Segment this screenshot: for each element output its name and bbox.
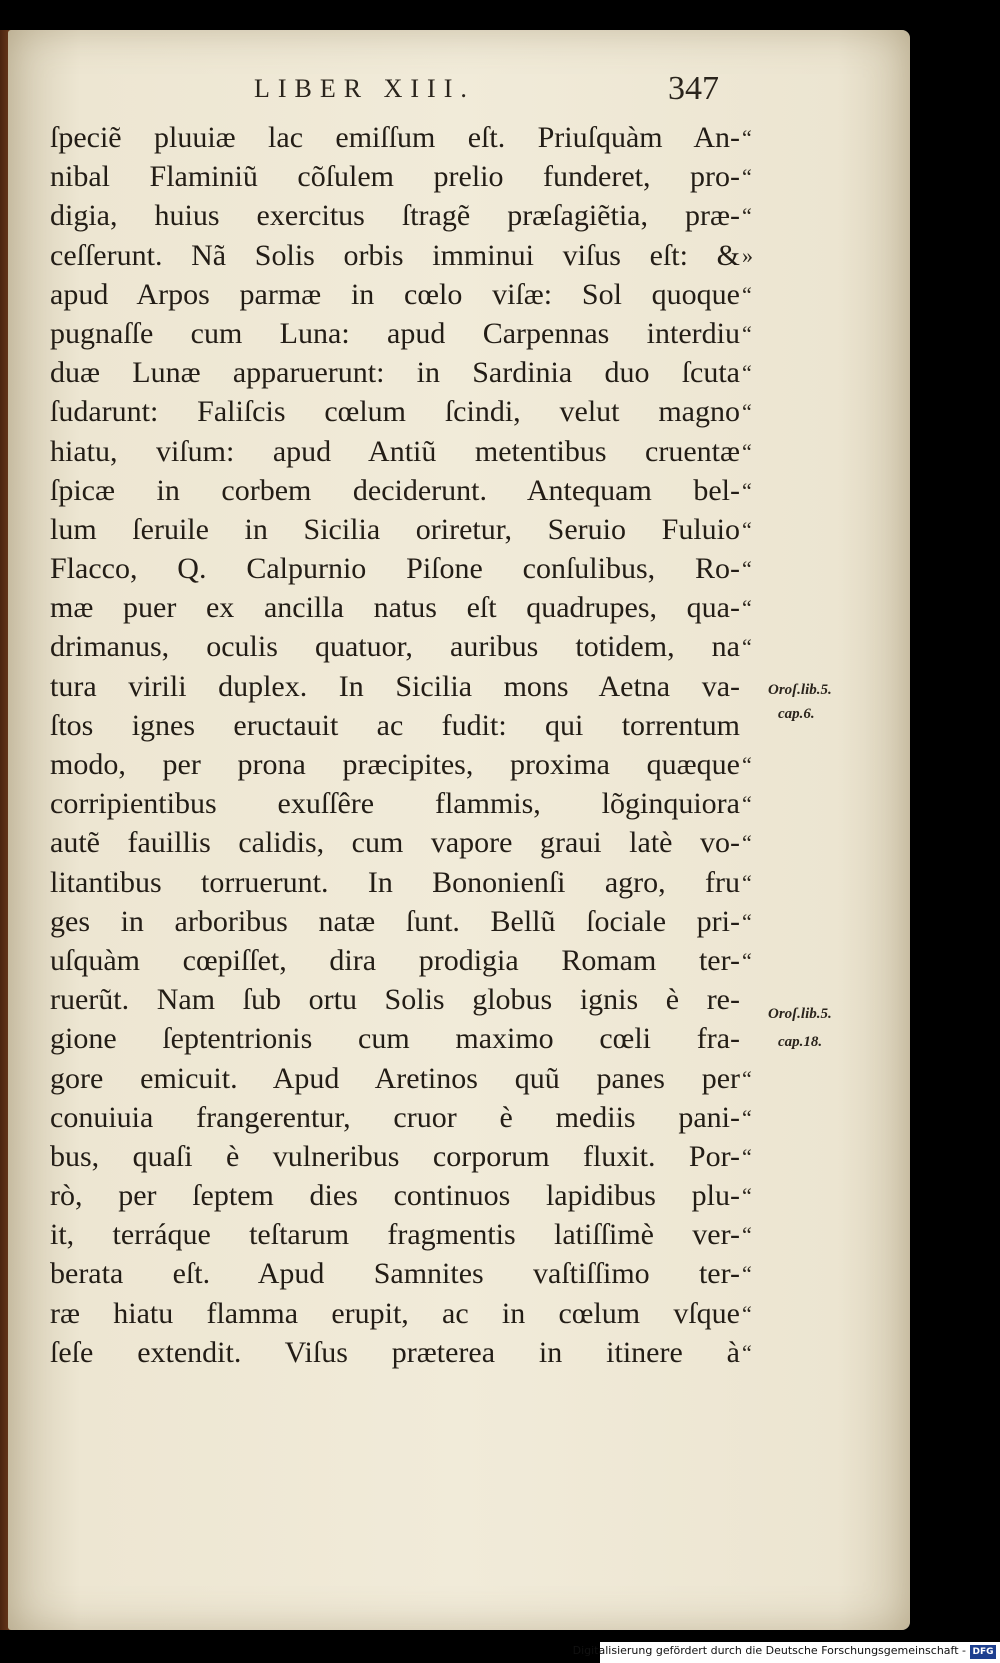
text-line: gore emicuit. Apud Aretinos quũ panes per <box>50 1061 740 1095</box>
quote-mark: “ <box>742 1339 752 1365</box>
quote-mark: “ <box>742 125 752 150</box>
text-line: nibal Flaminiũ cõſulem prelio funderet, pro- <box>50 160 740 194</box>
text-line: ſpicæ in corbem deciderunt. Antequam bel- <box>50 473 740 507</box>
text-line: rò, per ſeptem dies continuos lapidibus plu- <box>50 1179 740 1213</box>
text-line: uſquàm cœpiſſet, dira prodigia Romam ter- <box>50 943 740 977</box>
quote-mark: “ <box>742 1261 752 1287</box>
text-line: lum ſeruile in Sicilia oriretur, Seruio Fuluio <box>50 512 740 546</box>
quote-mark: “ <box>742 1300 752 1326</box>
text-line: ceſſerunt. Nã Solis orbis imminui viſus eſt: & <box>50 238 740 272</box>
text-line: hiatu, viſum: apud Antiũ metentibus cruentæ <box>50 434 740 468</box>
dfg-logo: DFG <box>970 1645 996 1659</box>
quote-mark: “ <box>742 320 752 346</box>
quote-mark: “ <box>742 203 752 229</box>
quote-mark: » <box>742 242 753 268</box>
text-line: pugnaſſe cum Luna: apud Carpennas interdiu <box>50 316 740 350</box>
funding-credit: Digitalisierung gefördert durch die Deutsche Forschungsgemeinschaft - <box>572 1644 966 1657</box>
quote-mark: “ <box>742 164 752 190</box>
quote-mark: “ <box>742 516 752 542</box>
text-line: apud Arpos parmæ in cœlo viſæ: Sol quoque <box>50 277 740 311</box>
quote-mark: “ <box>742 595 752 621</box>
text-line: ſudarunt: Faliſcis cœlum ſcindi, velut magno <box>50 395 740 429</box>
quote-mark: “ <box>742 634 752 660</box>
digitization-footer <box>572 1642 1000 1663</box>
text-line: corripientibus exuſſêre flammis, lõginquiora <box>50 787 740 821</box>
quote-mark: “ <box>742 947 752 973</box>
quote-mark: “ <box>742 1143 752 1169</box>
text-line: ruerũt. Nam ſub ortu Solis globus ignis è re- <box>50 983 740 1017</box>
margin-note-reference: Oroſ.lib.5. <box>768 682 832 698</box>
text-line: bus, quaſi è vulneribus corporum fluxit. Por- <box>50 1139 740 1173</box>
margin-note-reference: cap.18. <box>778 1034 823 1050</box>
text-line: it, terráque teſtarum fragmentis latiſſimè ver- <box>50 1218 740 1252</box>
text-line: autẽ fauillis calidis, cum vapore graui latè vo- <box>50 826 740 860</box>
quote-mark: “ <box>742 556 752 582</box>
text-line: conuiuia frangerentur, cruor è mediis pani- <box>50 1100 740 1134</box>
quote-mark: “ <box>742 1183 752 1209</box>
text-line: mæ puer ex ancilla natus eſt quadrupes, qua- <box>50 591 740 625</box>
quote-mark: “ <box>742 1222 752 1248</box>
margin-note-reference: Oroſ.lib.5. <box>768 1006 832 1022</box>
text-line: ſeſe extendit. Viſus præterea in itinere à <box>50 1335 740 1369</box>
quote-mark: “ <box>742 281 752 307</box>
running-title: LIBER XIII. <box>254 74 475 103</box>
quote-mark: “ <box>742 791 752 817</box>
quote-mark: “ <box>742 438 752 464</box>
text-line: tura virili duplex. In Sicilia mons Aetna va- <box>50 669 740 703</box>
text-line: litantibus torruerunt. In Bononienſi agro, fru <box>50 865 740 899</box>
page-number: 347 <box>668 70 719 107</box>
text-line: ræ hiatu flamma erupit, ac in cœlum vſque <box>50 1296 740 1330</box>
text-line: digia, huius exercitus ſtragẽ præſagiẽtia, præ- <box>50 199 740 233</box>
quote-mark: “ <box>742 752 752 777</box>
text-line: Flacco, Q. Calpurnio Piſone conſulibus, Ro- <box>50 552 740 586</box>
text-line: ſpeciẽ pluuiæ lac emiſſum eſt. Priuſquàm An- <box>50 121 740 154</box>
margin-note-reference: cap.6. <box>778 706 815 722</box>
text-line: modo, per prona præcipites, proxima quæque <box>50 748 740 781</box>
quote-mark: “ <box>742 360 752 386</box>
quote-mark: “ <box>742 830 752 856</box>
quote-mark: “ <box>742 908 752 934</box>
text-line: gione ſeptentrionis cum maximo cœli fra- <box>50 1022 740 1056</box>
text-line: ſtos ignes eructauit ac fudit: qui torrentum <box>50 708 740 742</box>
quote-mark: “ <box>742 869 752 895</box>
quote-mark: “ <box>742 477 752 503</box>
quote-mark: “ <box>742 1104 752 1130</box>
text-line: ges in arboribus natæ ſunt. Bellũ ſociale pri- <box>50 904 740 938</box>
quote-mark: “ <box>742 1065 752 1091</box>
text-line: berata eſt. Apud Samnites vaſtiſſimo ter- <box>50 1257 740 1291</box>
text-line: drimanus, oculis quatuor, auribus totidem, na <box>50 630 740 664</box>
text-line: duæ Lunæ apparuerunt: in Sardinia duo ſcuta <box>50 356 740 390</box>
quote-mark: “ <box>742 399 752 425</box>
